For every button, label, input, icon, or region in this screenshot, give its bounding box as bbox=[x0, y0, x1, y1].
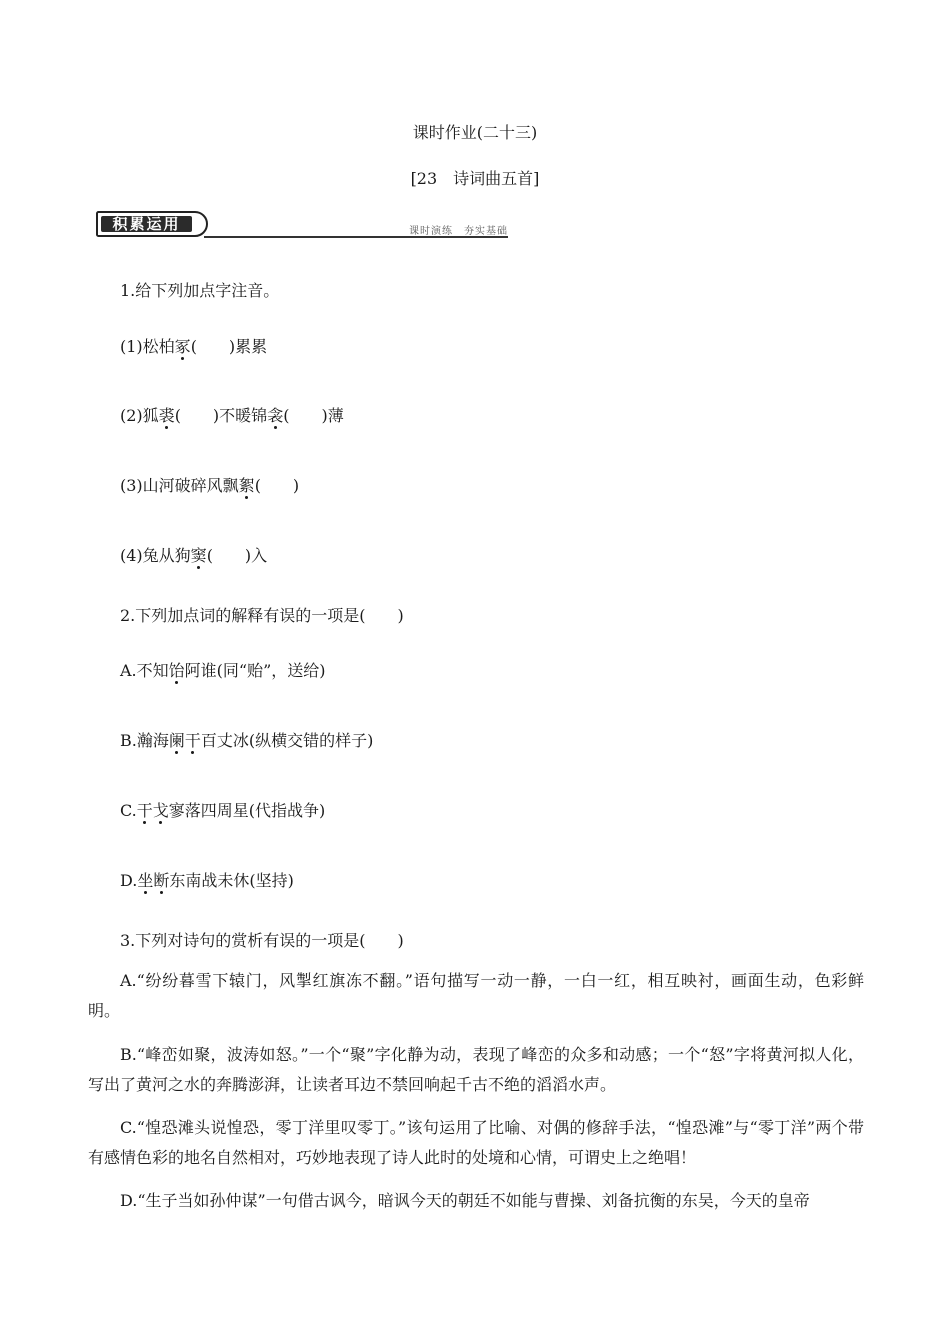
dotted-char: 干 bbox=[136, 801, 153, 820]
dotted-char: 裘 bbox=[158, 406, 175, 425]
q1-item-1 bbox=[120, 334, 267, 357]
section-banner bbox=[96, 211, 508, 241]
q2-option-d bbox=[120, 868, 294, 891]
dotted-char: 阑 bbox=[168, 731, 185, 750]
q1-item-4 bbox=[120, 543, 267, 566]
dotted-char: 戈 bbox=[152, 801, 169, 820]
text-part: C. bbox=[120, 801, 137, 820]
banner-tab bbox=[96, 211, 208, 237]
text-part: 阿谁(同“贻”，送给) bbox=[184, 661, 326, 680]
text-part: 寥落四周星(代指战争) bbox=[168, 801, 326, 820]
dotted-char: 衾 bbox=[267, 406, 284, 425]
q3-option-c: C.“惶恐滩头说惶恐，零丁洋里叹零丁。”该句运用了比喻、对偶的修辞手法，“惶恐滩”与“零丁洋”两个带有感情色彩的地名自然相对，巧妙地表现了诗人此时的处境和心情，可谓史上之绝唱！ bbox=[88, 1118, 864, 1167]
q3-option-a: A.“纷纷暮雪下辕门，风掣红旗冻不翻。”语句描写一动一静，一白一红，相互映衬，画面生动，色彩鲜明。 bbox=[88, 971, 864, 1020]
dotted-word bbox=[169, 731, 201, 750]
page-title: 课时作业(二十三) bbox=[412, 123, 538, 142]
q2-option-c bbox=[120, 798, 325, 821]
dotted-word bbox=[137, 801, 169, 820]
q1-stem: 1.给下列加点字注音。 bbox=[120, 281, 280, 300]
text-part: ( )累累 bbox=[190, 337, 268, 356]
q2-option-a bbox=[120, 658, 326, 681]
q1-item-3 bbox=[120, 473, 299, 496]
text-part: (1)松柏 bbox=[120, 337, 175, 356]
banner-right-text: 课时演练 夯实基础 bbox=[409, 226, 508, 237]
dotted-char: 窦 bbox=[190, 546, 207, 565]
text-part: D. bbox=[120, 871, 138, 890]
text-part: B.瀚海 bbox=[120, 731, 169, 750]
q2-stem: 2.下列加点词的解释有误的一项是( ) bbox=[120, 606, 404, 625]
text-part: ( )不暖锦 bbox=[174, 406, 268, 425]
text-part: (3)山河破碎风飘 bbox=[120, 476, 239, 495]
q3-stem: 3.下列对诗句的赏析有误的一项是( ) bbox=[120, 931, 404, 950]
text-part: ( )薄 bbox=[283, 406, 344, 425]
dotted-char: 冢 bbox=[174, 337, 191, 356]
text-part: (2)狐 bbox=[120, 406, 159, 425]
q1-item-2 bbox=[120, 403, 344, 426]
q3-option-b: B.“峰峦如聚，波涛如怒。”一个“聚”字化静为动，表现了峰峦的众多和动感；一个“怒”字将黄河拟人化，写出了黄河之水的奔腾澎湃，让读者耳边不禁回响起千古不绝的滔滔水声。 bbox=[88, 1045, 864, 1094]
dotted-char: 饴 bbox=[168, 661, 185, 680]
dotted-char: 坐 bbox=[137, 871, 154, 890]
dotted-char: 干 bbox=[184, 731, 201, 750]
lesson-subtitle: [23 诗词曲五首] bbox=[410, 169, 540, 188]
dotted-char: 絮 bbox=[238, 476, 255, 495]
text-part: 东南战未休(坚持) bbox=[169, 871, 294, 890]
q3-option-d: D.“生子当如孙仲谋”一句借古讽今，暗讽今天的朝廷不如能与曹操、刘备抗衡的东吴，今天的皇帝 bbox=[120, 1191, 810, 1210]
text-part: 百丈冰(纵横交错的样子) bbox=[200, 731, 374, 750]
dotted-char: 断 bbox=[153, 871, 170, 890]
text-part: ( ) bbox=[254, 476, 300, 495]
text-part: (4)兔从狗 bbox=[120, 546, 191, 565]
banner-label: 积累运用 bbox=[101, 216, 192, 232]
text-part: ( )入 bbox=[206, 546, 268, 565]
text-part: A.不知 bbox=[120, 661, 169, 680]
q2-option-b bbox=[120, 728, 373, 751]
dotted-word bbox=[137, 871, 169, 890]
